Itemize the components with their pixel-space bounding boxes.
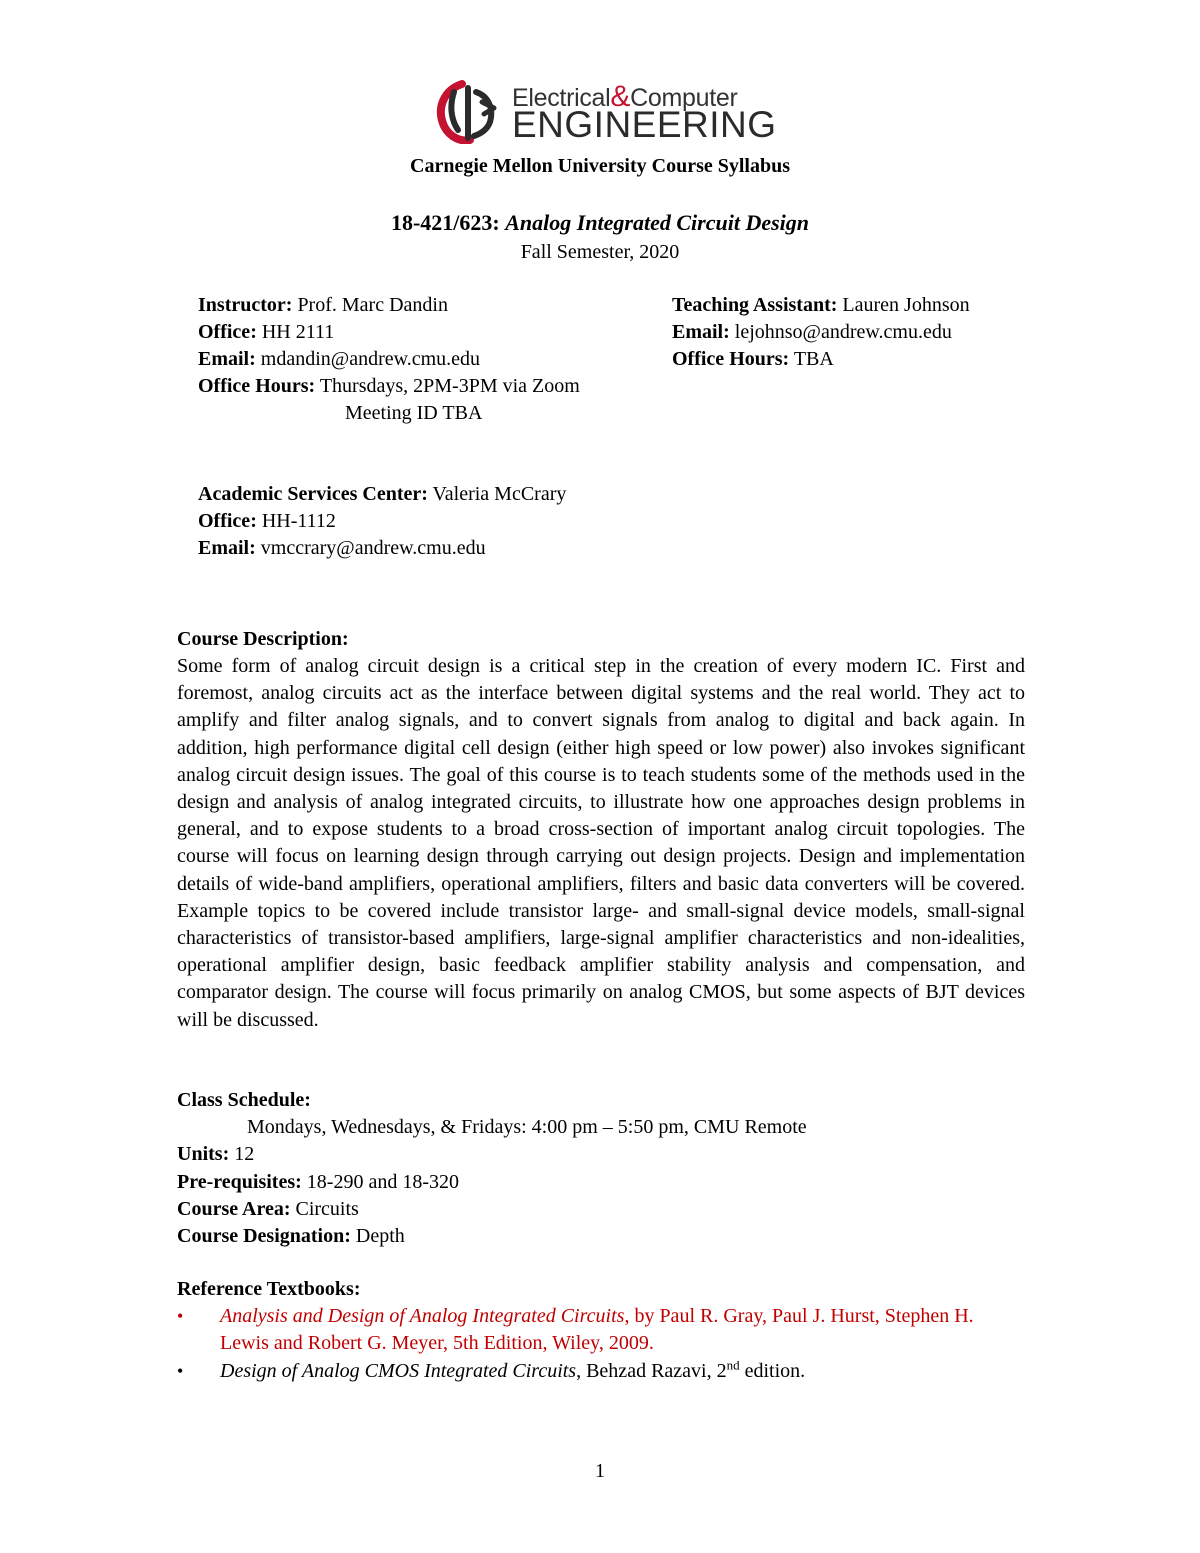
- asc-email: vmccrary@andrew.cmu.edu: [260, 537, 486, 559]
- page-number: 1: [595, 1460, 605, 1482]
- syllabus-subtitle: Carnegie Mellon University Course Syllabus: [410, 155, 790, 177]
- course-description-heading: Course Description:: [177, 628, 349, 650]
- instructor-hours: Thursdays, 2PM-3PM via Zoom: [319, 375, 580, 397]
- book1-title: Analysis and Design of Analog Integrated Circuits: [220, 1305, 625, 1328]
- textbook-list: [177, 1303, 1025, 1385]
- ta-email: lejohnso@andrew.cmu.edu: [734, 321, 952, 343]
- ece-emblem-icon: [432, 78, 508, 144]
- schedule-heading: Class Schedule:: [177, 1089, 311, 1111]
- instructor-name: Prof. Marc Dandin: [297, 294, 448, 316]
- list-item: • Analysis and Design of Analog Integrated Circuits, by Paul R. Gray, Paul J. Hurst, Stephen H. Lewis and Robert G. Meyer, 5th Edition, Wiley, 2009.: [177, 1305, 974, 1355]
- prereq-value: 18-290 and 18-320: [306, 1170, 459, 1193]
- references-heading: Reference Textbooks:: [177, 1278, 361, 1300]
- logo-ampersand: &: [610, 80, 631, 113]
- academic-services-info: Academic Services Center: Valeria McCrary Office: HH-1112 Email: vmccrary@andrew.cmu.edu: [198, 483, 567, 559]
- instructor-email: mdandin@andrew.cmu.edu: [260, 348, 481, 370]
- ta-info: Teaching Assistant: Lauren Johnson Email: lejohnso@andrew.cmu.edu Office Hours: TBA: [672, 294, 970, 370]
- ta-hours: TBA: [793, 348, 834, 370]
- semester: Fall Semester, 2020: [520, 241, 680, 263]
- reference-textbooks: [177, 1276, 1025, 1385]
- ta-name: Lauren Johnson: [842, 294, 970, 316]
- ece-logo: [432, 78, 777, 145]
- units-value: 12: [234, 1143, 255, 1166]
- asc-name: Valeria McCrary: [432, 483, 567, 505]
- instructor-office: HH 2111: [261, 321, 335, 343]
- class-schedule: Class Schedule: Mondays, Wednesdays, & Fridays: 4:00 pm – 5:50 pm, CMU Remote Units: 12 Pre-requisites: 18-290 and 18-320 Course Area: Circuits Course Designation: Depth: [177, 1087, 1025, 1250]
- course-title: 18-421/623: Analog Integrated Circuit Design: [390, 210, 810, 235]
- asc-office: HH-1112: [261, 510, 336, 532]
- list-item: • Design of Analog CMOS Integrated Circuits, Behzad Razavi, 2nd edition.: [177, 1358, 1025, 1385]
- instructor-info: Instructor: Prof. Marc Dandin Office: HH 2111 Email: mdandin@andrew.cmu.edu Office Hours: Thursdays, 2PM-3PM via Zoom Meeting ID TBA: [198, 292, 580, 427]
- course-designation-value: Depth: [355, 1225, 405, 1248]
- logo-text-line1: Electrical&Computer: [512, 80, 738, 113]
- course-name: Analog Integrated Circuit Design: [505, 210, 810, 235]
- course-description-body: Some form of analog circuit design is a critical step in the creation of every modern IC. First and foremost, analog circuits act as the interface between digital systems and the real world. They act to amplify and filter analog signals, and to convert signals from analog to digital and back again. In addition, high performance digital cell design (either high speed or low power) also invokes significant analog circuit design issues. The goal of this course is to teach students some of the methods used in the design and analysis of analog integrated circuits, to illustrate how one approaches design problems in general, and to expose students to a broad cross-section of important analog circuit topologies. The course will focus on learning design through carrying out design projects. Design and implementation details of wide-band amplifiers, operational amplifiers, filters and basic data converters will be covered. Example topics to be covered include transistor large- and small-signal device models, small-signal characteristics of transistor-based amplifiers, large-signal amplifier characteristics and non-idealities, operational amplifier design, basic feedback amplifier stability analysis and compensation, and comparator design. The course will focus primarily on analog CMOS, but some aspects of BJT devices will be discussed.: [177, 655, 1025, 1031]
- bullet-icon: •: [177, 1306, 184, 1327]
- bullet-icon: •: [177, 1360, 184, 1381]
- instructor-meeting-id: Meeting ID TBA: [345, 402, 483, 424]
- book2-title: Design of Analog CMOS Integrated Circuits: [220, 1359, 577, 1382]
- schedule-times: Mondays, Wednesdays, & Fridays: 4:00 pm – 5:50 pm, CMU Remote: [247, 1116, 807, 1139]
- logo-text-line2: ENGINEERING: [512, 104, 777, 145]
- course-area-value: Circuits: [295, 1197, 359, 1220]
